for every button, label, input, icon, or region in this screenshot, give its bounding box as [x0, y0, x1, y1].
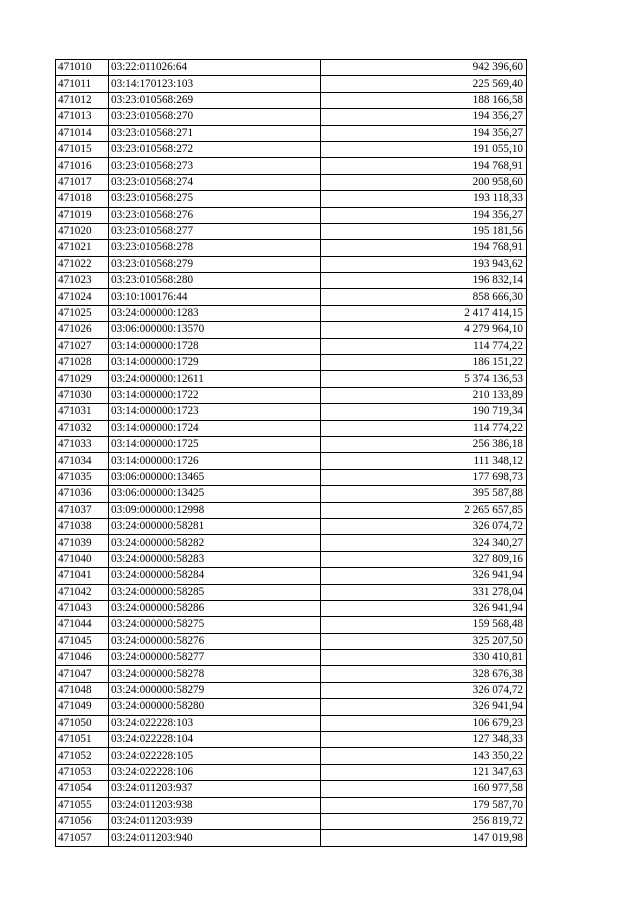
- amount-cell: 194 768,91: [321, 158, 527, 174]
- row-id-cell: 471031: [56, 404, 109, 420]
- table-row: [56, 338, 527, 354]
- table-row: [56, 92, 527, 108]
- amount-cell: 210 133,89: [321, 387, 527, 403]
- table-row: [56, 404, 527, 420]
- amount-cell: 324 340,27: [321, 535, 527, 551]
- amount-cell: 111 348,12: [321, 453, 527, 469]
- amount-cell: 256 386,18: [321, 436, 527, 452]
- amount-cell: 188 166,58: [321, 92, 527, 108]
- amount-cell: 194 768,91: [321, 240, 527, 256]
- amount-cell: 121 347,63: [321, 764, 527, 780]
- cadastral-number-cell: 03:24:022228:105: [109, 748, 321, 764]
- cadastral-number-cell: 03:24:011203:939: [109, 813, 321, 829]
- row-id-cell: 471053: [56, 764, 109, 780]
- amount-cell: 328 676,38: [321, 666, 527, 682]
- cadastral-number-cell: 03:14:000000:1724: [109, 420, 321, 436]
- row-id-cell: 471046: [56, 650, 109, 666]
- table-row: [56, 191, 527, 207]
- amount-cell: 114 774,22: [321, 338, 527, 354]
- row-id-cell: 471013: [56, 109, 109, 125]
- row-id-cell: 471054: [56, 781, 109, 797]
- cadastral-number-cell: 03:23:010568:279: [109, 256, 321, 272]
- table-row: [56, 600, 527, 616]
- row-id-cell: 471024: [56, 289, 109, 305]
- amount-cell: 127 348,33: [321, 732, 527, 748]
- table-row: [56, 715, 527, 731]
- cadastral-number-cell: 03:10:100176:44: [109, 289, 321, 305]
- table-row: [56, 223, 527, 239]
- amount-cell: 159 568,48: [321, 617, 527, 633]
- amount-cell: 195 181,56: [321, 223, 527, 239]
- row-id-cell: 471010: [56, 60, 109, 76]
- cadastral-number-cell: 03:24:022228:104: [109, 732, 321, 748]
- amount-cell: 194 356,27: [321, 125, 527, 141]
- cadastral-number-cell: 03:24:000000:58280: [109, 699, 321, 715]
- cadastral-number-cell: 03:24:000000:58282: [109, 535, 321, 551]
- table-row: [56, 486, 527, 502]
- amount-cell: 114 774,22: [321, 420, 527, 436]
- table-row: [56, 732, 527, 748]
- cadastral-number-cell: 03:24:011203:938: [109, 797, 321, 813]
- row-id-cell: 471037: [56, 502, 109, 518]
- table-row: [56, 158, 527, 174]
- row-id-cell: 471018: [56, 191, 109, 207]
- table-row: [56, 436, 527, 452]
- amount-cell: 327 809,16: [321, 551, 527, 567]
- cadastral-number-cell: 03:14:000000:1726: [109, 453, 321, 469]
- cadastral-number-cell: 03:24:000000:58281: [109, 518, 321, 534]
- cadastral-number-cell: 03:24:000000:58278: [109, 666, 321, 682]
- amount-cell: 326 941,94: [321, 699, 527, 715]
- table-row: [56, 322, 527, 338]
- row-id-cell: 471028: [56, 355, 109, 371]
- amount-cell: 5 374 136,53: [321, 371, 527, 387]
- amount-cell: 147 019,98: [321, 830, 527, 846]
- row-id-cell: 471017: [56, 174, 109, 190]
- table-row: [56, 518, 527, 534]
- table-row: [56, 355, 527, 371]
- amount-cell: 177 698,73: [321, 469, 527, 485]
- cadastral-number-cell: 03:24:000000:58286: [109, 600, 321, 616]
- cadastral-number-cell: 03:24:022228:103: [109, 715, 321, 731]
- row-id-cell: 471036: [56, 486, 109, 502]
- amount-cell: 143 350,22: [321, 748, 527, 764]
- cadastral-number-cell: 03:23:010568:273: [109, 158, 321, 174]
- row-id-cell: 471042: [56, 584, 109, 600]
- table-row: [56, 76, 527, 92]
- row-id-cell: 471012: [56, 92, 109, 108]
- amount-cell: 326 074,72: [321, 518, 527, 534]
- row-id-cell: 471022: [56, 256, 109, 272]
- cadastral-number-cell: 03:24:000000:58284: [109, 568, 321, 584]
- row-id-cell: 471044: [56, 617, 109, 633]
- row-id-cell: 471033: [56, 436, 109, 452]
- table-row: [56, 371, 527, 387]
- row-id-cell: 471052: [56, 748, 109, 764]
- amount-cell: 194 356,27: [321, 109, 527, 125]
- amount-cell: 193 118,33: [321, 191, 527, 207]
- table-row: [56, 813, 527, 829]
- table-row: [56, 453, 527, 469]
- row-id-cell: 471027: [56, 338, 109, 354]
- cadastral-number-cell: 03:24:022228:106: [109, 764, 321, 780]
- cadastral-number-cell: 03:22:011026:64: [109, 60, 321, 76]
- table-row: [56, 125, 527, 141]
- row-id-cell: 471034: [56, 453, 109, 469]
- amount-cell: 326 941,94: [321, 600, 527, 616]
- row-id-cell: 471038: [56, 518, 109, 534]
- table-body: [56, 60, 527, 847]
- table-row: [56, 174, 527, 190]
- amount-cell: 331 278,04: [321, 584, 527, 600]
- cadastral-number-cell: 03:24:011203:937: [109, 781, 321, 797]
- cadastral-number-cell: 03:23:010568:276: [109, 207, 321, 223]
- cadastral-number-cell: 03:23:010568:271: [109, 125, 321, 141]
- amount-cell: 2 265 657,85: [321, 502, 527, 518]
- cadastral-number-cell: 03:24:000000:58283: [109, 551, 321, 567]
- cadastral-number-cell: 03:24:000000:12611: [109, 371, 321, 387]
- cadastral-number-cell: 03:23:010568:278: [109, 240, 321, 256]
- row-id-cell: 471047: [56, 666, 109, 682]
- table-row: [56, 256, 527, 272]
- amount-cell: 106 679,23: [321, 715, 527, 731]
- row-id-cell: 471014: [56, 125, 109, 141]
- cadastral-number-cell: 03:23:010568:272: [109, 141, 321, 157]
- table-row: [56, 502, 527, 518]
- amount-cell: 4 279 964,10: [321, 322, 527, 338]
- row-id-cell: 471032: [56, 420, 109, 436]
- amount-cell: 942 396,60: [321, 60, 527, 76]
- row-id-cell: 471019: [56, 207, 109, 223]
- row-id-cell: 471016: [56, 158, 109, 174]
- cadastral-number-cell: 03:14:170123:103: [109, 76, 321, 92]
- table-row: [56, 551, 527, 567]
- cadastral-number-cell: 03:23:010568:274: [109, 174, 321, 190]
- amount-cell: 193 943,62: [321, 256, 527, 272]
- cadastral-number-cell: 03:14:000000:1723: [109, 404, 321, 420]
- amount-cell: 186 151,22: [321, 355, 527, 371]
- row-id-cell: 471020: [56, 223, 109, 239]
- amount-cell: 225 569,40: [321, 76, 527, 92]
- amount-cell: 326 941,94: [321, 568, 527, 584]
- row-id-cell: 471030: [56, 387, 109, 403]
- cadastral-number-cell: 03:23:010568:280: [109, 273, 321, 289]
- amount-cell: 179 587,70: [321, 797, 527, 813]
- amount-cell: 196 832,14: [321, 273, 527, 289]
- row-id-cell: 471026: [56, 322, 109, 338]
- row-id-cell: 471045: [56, 633, 109, 649]
- table-row: [56, 748, 527, 764]
- row-id-cell: 471056: [56, 813, 109, 829]
- table-row: [56, 633, 527, 649]
- table-row: [56, 109, 527, 125]
- table-row: [56, 289, 527, 305]
- amount-cell: 326 074,72: [321, 682, 527, 698]
- amount-cell: 395 587,88: [321, 486, 527, 502]
- cadastral-number-cell: 03:24:000000:58279: [109, 682, 321, 698]
- row-id-cell: 471043: [56, 600, 109, 616]
- table-row: [56, 568, 527, 584]
- amount-cell: 191 055,10: [321, 141, 527, 157]
- table-row: [56, 830, 527, 846]
- table-row: [56, 387, 527, 403]
- row-id-cell: 471055: [56, 797, 109, 813]
- cadastral-number-cell: 03:24:000000:58276: [109, 633, 321, 649]
- table-row: [56, 535, 527, 551]
- cadastral-number-cell: 03:23:010568:277: [109, 223, 321, 239]
- cadastral-number-cell: 03:24:000000:1283: [109, 305, 321, 321]
- amount-cell: 200 958,60: [321, 174, 527, 190]
- row-id-cell: 471029: [56, 371, 109, 387]
- row-id-cell: 471021: [56, 240, 109, 256]
- amount-cell: 325 207,50: [321, 633, 527, 649]
- cadastral-number-cell: 03:23:010568:269: [109, 92, 321, 108]
- amount-cell: 256 819,72: [321, 813, 527, 829]
- row-id-cell: 471023: [56, 273, 109, 289]
- cadastral-number-cell: 03:24:000000:58277: [109, 650, 321, 666]
- row-id-cell: 471011: [56, 76, 109, 92]
- cadastral-number-cell: 03:24:000000:58275: [109, 617, 321, 633]
- row-id-cell: 471035: [56, 469, 109, 485]
- cadastral-number-cell: 03:14:000000:1722: [109, 387, 321, 403]
- table-row: [56, 764, 527, 780]
- cadastral-number-cell: 03:09:000000:12998: [109, 502, 321, 518]
- table-row: [56, 240, 527, 256]
- amount-cell: 858 666,30: [321, 289, 527, 305]
- row-id-cell: 471025: [56, 305, 109, 321]
- table-row: [56, 141, 527, 157]
- row-id-cell: 471048: [56, 682, 109, 698]
- row-id-cell: 471051: [56, 732, 109, 748]
- table-row: [56, 420, 527, 436]
- cadastral-number-cell: 03:23:010568:275: [109, 191, 321, 207]
- table-row: [56, 60, 527, 76]
- row-id-cell: 471057: [56, 830, 109, 846]
- cadastral-number-cell: 03:14:000000:1729: [109, 355, 321, 371]
- table-row: [56, 666, 527, 682]
- amount-cell: 190 719,34: [321, 404, 527, 420]
- table-row: [56, 650, 527, 666]
- cadastral-number-cell: 03:14:000000:1728: [109, 338, 321, 354]
- row-id-cell: 471039: [56, 535, 109, 551]
- row-id-cell: 471049: [56, 699, 109, 715]
- table-row: [56, 699, 527, 715]
- table-row: [56, 273, 527, 289]
- amount-cell: 330 410,81: [321, 650, 527, 666]
- amount-cell: 194 356,27: [321, 207, 527, 223]
- cadastral-number-cell: 03:24:000000:58285: [109, 584, 321, 600]
- amount-cell: 160 977,58: [321, 781, 527, 797]
- table-row: [56, 797, 527, 813]
- table-row: [56, 781, 527, 797]
- row-id-cell: 471040: [56, 551, 109, 567]
- row-id-cell: 471015: [56, 141, 109, 157]
- table-row: [56, 207, 527, 223]
- cadastral-number-cell: 03:06:000000:13425: [109, 486, 321, 502]
- cadastral-number-cell: 03:06:000000:13570: [109, 322, 321, 338]
- table-row: [56, 682, 527, 698]
- amount-cell: 2 417 414,15: [321, 305, 527, 321]
- cadastral-number-cell: 03:24:011203:940: [109, 830, 321, 846]
- table-row: [56, 617, 527, 633]
- cadastral-number-cell: 03:23:010568:270: [109, 109, 321, 125]
- cadastral-number-cell: 03:06:000000:13465: [109, 469, 321, 485]
- row-id-cell: 471041: [56, 568, 109, 584]
- table-row: [56, 305, 527, 321]
- cadastral-number-cell: 03:14:000000:1725: [109, 436, 321, 452]
- table-row: [56, 584, 527, 600]
- row-id-cell: 471050: [56, 715, 109, 731]
- table-row: [56, 469, 527, 485]
- data-table: [55, 59, 527, 847]
